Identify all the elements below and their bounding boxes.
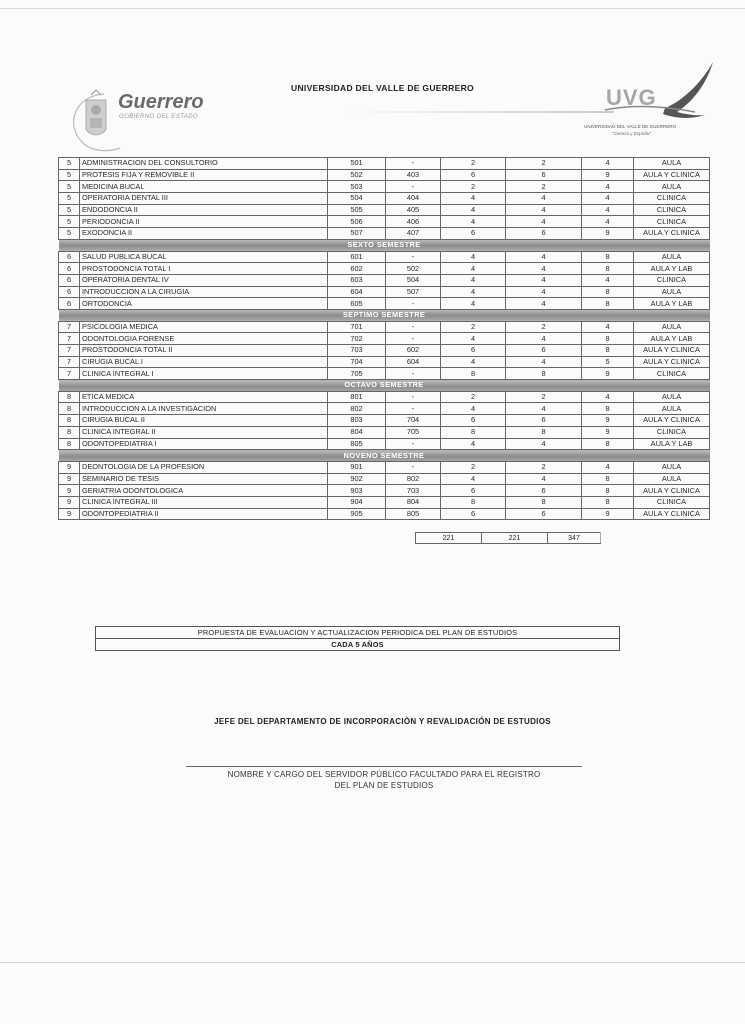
hours-independent-cell: 6 xyxy=(506,228,582,240)
subject-row xyxy=(59,485,710,497)
hours-teacher-cell: 4 xyxy=(441,286,506,298)
hours-teacher-cell: 4 xyxy=(441,216,506,228)
semester-cell: 7 xyxy=(59,333,80,345)
semester-cell: 5 xyxy=(59,216,80,228)
curriculum-table-body xyxy=(59,158,710,520)
subject-key-cell: 702 xyxy=(328,333,386,345)
subject-name-cell: CLINICA INTEGRAL I xyxy=(80,368,328,380)
prerequisite-cell: 507 xyxy=(386,286,441,298)
credits-cell: 8 xyxy=(582,403,634,415)
prerequisite-cell: - xyxy=(386,181,441,193)
hours-independent-cell: 2 xyxy=(506,181,582,193)
credits-cell: 8 xyxy=(582,298,634,310)
credits-cell: 4 xyxy=(582,193,634,205)
credits-cell: 4 xyxy=(582,274,634,286)
hours-teacher-cell: 4 xyxy=(441,356,506,368)
semester-cell: 7 xyxy=(59,345,80,357)
semester-cell: 7 xyxy=(59,321,80,333)
subject-name-cell: GERIATRIA ODONTOLOGICA xyxy=(80,485,328,497)
facility-cell: AULA Y CLINICA xyxy=(634,485,710,497)
semester-header-row xyxy=(59,239,710,251)
facility-cell: AULA Y CLINICA xyxy=(634,415,710,427)
hours-independent-cell: 8 xyxy=(506,426,582,438)
semester-header-row xyxy=(59,450,710,462)
hours-independent-cell: 6 xyxy=(506,345,582,357)
hours-teacher-cell: 2 xyxy=(441,461,506,473)
subject-key-cell: 602 xyxy=(328,263,386,275)
semester-cell: 5 xyxy=(59,228,80,240)
facility-cell: AULA Y LAB xyxy=(634,298,710,310)
prerequisite-cell: - xyxy=(386,333,441,345)
subject-name-cell: SALUD PUBLICA BUCAL xyxy=(80,251,328,263)
facility-cell: CLINICA xyxy=(634,368,710,380)
signature-caption xyxy=(186,769,582,791)
hours-independent-cell: 4 xyxy=(506,333,582,345)
subject-row xyxy=(59,216,710,228)
hours-independent-cell: 4 xyxy=(506,251,582,263)
semester-cell: 9 xyxy=(59,508,80,520)
credits-cell: 8 xyxy=(582,438,634,450)
facility-cell: AULA xyxy=(634,321,710,333)
facility-cell: AULA Y CLINICA xyxy=(634,169,710,181)
semester-cell: 6 xyxy=(59,263,80,275)
hours-independent-cell: 2 xyxy=(506,391,582,403)
hours-teacher-cell: 6 xyxy=(441,228,506,240)
hours-teacher-cell: 4 xyxy=(441,263,506,275)
subject-key-cell: 801 xyxy=(328,391,386,403)
subject-key-cell: 504 xyxy=(328,193,386,205)
hours-independent-cell: 6 xyxy=(506,415,582,427)
semester-cell: 6 xyxy=(59,251,80,263)
prerequisite-cell: 804 xyxy=(386,496,441,508)
hours-independent-cell: 4 xyxy=(506,216,582,228)
hours-teacher-cell: 6 xyxy=(441,415,506,427)
subject-key-cell: 604 xyxy=(328,286,386,298)
subject-name-cell: PROSTODONCIA TOTAL I xyxy=(80,263,328,275)
facility-cell: AULA Y CLINICA xyxy=(634,228,710,240)
hours-teacher-cell: 4 xyxy=(441,473,506,485)
facility-cell: AULA Y LAB xyxy=(634,333,710,345)
hours-teacher-cell: 2 xyxy=(441,391,506,403)
prerequisite-cell: - xyxy=(386,461,441,473)
subject-row xyxy=(59,286,710,298)
subject-key-cell: 507 xyxy=(328,228,386,240)
prerequisite-cell: 502 xyxy=(386,263,441,275)
credits-cell: 4 xyxy=(582,321,634,333)
subject-row xyxy=(59,368,710,380)
hours-independent-cell: 2 xyxy=(506,158,582,170)
subject-name-cell: CLINICA INTEGRAL II xyxy=(80,426,328,438)
totals-row xyxy=(415,532,601,544)
subject-name-cell: PROSTODONCIA TOTAL II xyxy=(80,345,328,357)
subject-row xyxy=(59,403,710,415)
semester-cell: 7 xyxy=(59,356,80,368)
prerequisite-cell: 805 xyxy=(386,508,441,520)
subject-key-cell: 903 xyxy=(328,485,386,497)
hours-teacher-cell: 4 xyxy=(441,251,506,263)
subject-row xyxy=(59,193,710,205)
signature-caption-line-2: DEL PLAN DE ESTUDIOS xyxy=(334,781,434,790)
proposal-period: CADA 5 AÑOS xyxy=(331,640,384,649)
hours-teacher-cell: 2 xyxy=(441,158,506,170)
hours-independent-cell: 4 xyxy=(506,263,582,275)
subject-row xyxy=(59,415,710,427)
semester-cell: 9 xyxy=(59,496,80,508)
prerequisite-cell: 703 xyxy=(386,485,441,497)
credits-cell: 8 xyxy=(582,263,634,275)
semester-cell: 5 xyxy=(59,169,80,181)
subject-row xyxy=(59,321,710,333)
facility-cell: AULA xyxy=(634,391,710,403)
semester-header: OCTAVO SEMESTRE xyxy=(59,380,710,392)
subject-key-cell: 905 xyxy=(328,508,386,520)
credits-cell: 4 xyxy=(582,391,634,403)
facility-cell: AULA Y LAB xyxy=(634,438,710,450)
prerequisite-cell: 604 xyxy=(386,356,441,368)
prerequisite-cell: - xyxy=(386,438,441,450)
prerequisite-cell: - xyxy=(386,158,441,170)
semester-header: NOVENO SEMESTRE xyxy=(59,450,710,462)
hours-teacher-cell: 8 xyxy=(441,426,506,438)
subject-name-cell: PROTESIS FIJA Y REMOVIBLE II xyxy=(80,169,328,181)
hours-independent-cell: 2 xyxy=(506,321,582,333)
hours-teacher-cell: 6 xyxy=(441,169,506,181)
subject-key-cell: 705 xyxy=(328,368,386,380)
total-hours-1: 221 xyxy=(416,533,482,544)
subject-name-cell: ORTODONCIA xyxy=(80,298,328,310)
subject-key-cell: 501 xyxy=(328,158,386,170)
subject-key-cell: 502 xyxy=(328,169,386,181)
semester-cell: 5 xyxy=(59,193,80,205)
hours-independent-cell: 6 xyxy=(506,169,582,181)
prerequisite-cell: - xyxy=(386,298,441,310)
facility-cell: CLINICA xyxy=(634,426,710,438)
credits-cell: 4 xyxy=(582,181,634,193)
subject-row xyxy=(59,426,710,438)
subject-name-cell: INTRODUCCION A LA CIRUGIA xyxy=(80,286,328,298)
subject-name-cell: INTRODUCCION A LA INVESTIGACION xyxy=(80,403,328,415)
subject-name-cell: EXODONCIA II xyxy=(80,228,328,240)
credits-cell: 5 xyxy=(582,356,634,368)
hours-independent-cell: 8 xyxy=(506,496,582,508)
subject-name-cell: CLINICA INTEGRAL III xyxy=(80,496,328,508)
facility-cell: CLINICA xyxy=(634,216,710,228)
subject-row xyxy=(59,345,710,357)
semester-cell: 8 xyxy=(59,438,80,450)
credits-cell: 4 xyxy=(582,216,634,228)
prerequisite-cell: - xyxy=(386,251,441,263)
department-head-title: JEFE DEL DEPARTAMENTO DE INCORPORACIÒN Y REVALIDACIÓN DE ESTUDIOS xyxy=(214,717,551,726)
facility-cell: CLINICA xyxy=(634,193,710,205)
prerequisite-cell: 407 xyxy=(386,228,441,240)
subject-name-cell: ENDODONCIA II xyxy=(80,204,328,216)
hours-independent-cell: 4 xyxy=(506,473,582,485)
hours-teacher-cell: 6 xyxy=(441,485,506,497)
hours-independent-cell: 4 xyxy=(506,438,582,450)
facility-cell: AULA Y CLINICA xyxy=(634,356,710,368)
subject-row xyxy=(59,508,710,520)
prerequisite-cell: 406 xyxy=(386,216,441,228)
subject-name-cell: DEONTOLOGIA DE LA PROFESION xyxy=(80,461,328,473)
subject-key-cell: 506 xyxy=(328,216,386,228)
semester-cell: 6 xyxy=(59,298,80,310)
credits-cell: 9 xyxy=(582,508,634,520)
subject-row xyxy=(59,169,710,181)
uvg-logo-motto: "Ciencia y Espíritu" xyxy=(612,131,652,136)
hours-teacher-cell: 4 xyxy=(441,403,506,415)
subject-key-cell: 802 xyxy=(328,403,386,415)
subject-row xyxy=(59,204,710,216)
credits-cell: 4 xyxy=(582,461,634,473)
subject-key-cell: 601 xyxy=(328,251,386,263)
uvg-logo-letters: UVG xyxy=(606,85,657,110)
facility-cell: CLINICA xyxy=(634,204,710,216)
hours-teacher-cell: 6 xyxy=(441,345,506,357)
subject-row xyxy=(59,181,710,193)
semester-header-row xyxy=(59,380,710,392)
semester-header-row xyxy=(59,309,710,321)
credits-cell: 8 xyxy=(582,473,634,485)
hours-independent-cell: 2 xyxy=(506,461,582,473)
total-hours-2: 221 xyxy=(482,533,548,544)
hours-independent-cell: 4 xyxy=(506,298,582,310)
evaluation-proposal-box xyxy=(95,626,620,651)
hours-independent-cell: 4 xyxy=(506,286,582,298)
hours-independent-cell: 8 xyxy=(506,368,582,380)
semester-cell: 5 xyxy=(59,204,80,216)
signature-line xyxy=(186,766,582,767)
facility-cell: AULA Y LAB xyxy=(634,263,710,275)
subject-name-cell: PERIODONCIA II xyxy=(80,216,328,228)
prerequisite-cell: 405 xyxy=(386,204,441,216)
subject-row xyxy=(59,473,710,485)
subject-name-cell: ODONTOPEDIATRIA I xyxy=(80,438,328,450)
semester-cell: 8 xyxy=(59,391,80,403)
subject-row xyxy=(59,251,710,263)
credits-cell: 8 xyxy=(582,286,634,298)
hours-teacher-cell: 2 xyxy=(441,321,506,333)
hours-teacher-cell: 4 xyxy=(441,193,506,205)
proposal-text: PROPUESTA DE EVALUACION Y ACTUALIZACION PERIODICA DEL PLAN DE ESTUDIOS xyxy=(96,627,619,639)
prerequisite-cell: - xyxy=(386,403,441,415)
semester-cell: 9 xyxy=(59,473,80,485)
hours-teacher-cell: 6 xyxy=(441,508,506,520)
prerequisite-cell: 602 xyxy=(386,345,441,357)
hours-teacher-cell: 8 xyxy=(441,496,506,508)
facility-cell: AULA Y CLINICA xyxy=(634,345,710,357)
prerequisite-cell: 403 xyxy=(386,169,441,181)
subject-name-cell: ETICA MEDICA xyxy=(80,391,328,403)
credits-cell: 9 xyxy=(582,368,634,380)
subject-row xyxy=(59,333,710,345)
prerequisite-cell: - xyxy=(386,368,441,380)
hours-independent-cell: 4 xyxy=(506,403,582,415)
total-credits: 347 xyxy=(548,533,601,544)
subject-key-cell: 804 xyxy=(328,426,386,438)
subject-row xyxy=(59,356,710,368)
prerequisite-cell: 705 xyxy=(386,426,441,438)
semester-header: SEXTO SEMESTRE xyxy=(59,239,710,251)
hours-independent-cell: 6 xyxy=(506,508,582,520)
subject-name-cell: MEDICINA BUCAL xyxy=(80,181,328,193)
semester-cell: 8 xyxy=(59,426,80,438)
subject-row xyxy=(59,298,710,310)
subject-key-cell: 704 xyxy=(328,356,386,368)
subject-name-cell: OPERATORIA DENTAL IV xyxy=(80,274,328,286)
facility-cell: AULA xyxy=(634,473,710,485)
semester-header: SEPTIMO SEMESTRE xyxy=(59,309,710,321)
hours-teacher-cell: 8 xyxy=(441,368,506,380)
semester-cell: 5 xyxy=(59,158,80,170)
credits-cell: 4 xyxy=(582,158,634,170)
subject-key-cell: 901 xyxy=(328,461,386,473)
guerrero-logo-subtitle: GOBIERNO DEL ESTADO xyxy=(119,114,199,120)
subject-name-cell: CIRUGIA BUCAL II xyxy=(80,415,328,427)
hours-independent-cell: 4 xyxy=(506,193,582,205)
semester-cell: 9 xyxy=(59,461,80,473)
subject-key-cell: 505 xyxy=(328,204,386,216)
prerequisite-cell: 802 xyxy=(386,473,441,485)
facility-cell: CLINICA xyxy=(634,496,710,508)
facility-cell: AULA xyxy=(634,403,710,415)
semester-cell: 6 xyxy=(59,286,80,298)
subject-key-cell: 902 xyxy=(328,473,386,485)
subject-row xyxy=(59,263,710,275)
prerequisite-cell: - xyxy=(386,391,441,403)
hours-teacher-cell: 4 xyxy=(441,274,506,286)
prerequisite-cell: 704 xyxy=(386,415,441,427)
subject-name-cell: ODONTOPEDIATRIA II xyxy=(80,508,328,520)
credits-cell: 8 xyxy=(582,345,634,357)
subject-row xyxy=(59,228,710,240)
signature-caption-line-1: NOMBRE Y CARGO DEL SERVIDOR PÚBLICO FACULTADO PARA EL REGISTRO xyxy=(227,770,541,779)
credits-cell: 9 xyxy=(582,415,634,427)
hours-teacher-cell: 4 xyxy=(441,333,506,345)
page-bottom-edge xyxy=(0,962,745,963)
facility-cell: AULA Y CLINICA xyxy=(634,508,710,520)
subject-key-cell: 603 xyxy=(328,274,386,286)
subject-row xyxy=(59,391,710,403)
hours-independent-cell: 6 xyxy=(506,485,582,497)
facility-cell: AULA xyxy=(634,286,710,298)
subject-row xyxy=(59,461,710,473)
hours-teacher-cell: 4 xyxy=(441,204,506,216)
subject-key-cell: 605 xyxy=(328,298,386,310)
subject-key-cell: 904 xyxy=(328,496,386,508)
facility-cell: AULA xyxy=(634,158,710,170)
semester-cell: 8 xyxy=(59,403,80,415)
subject-row xyxy=(59,158,710,170)
credits-cell: 4 xyxy=(582,204,634,216)
subject-key-cell: 701 xyxy=(328,321,386,333)
hours-independent-cell: 4 xyxy=(506,274,582,286)
credits-cell: 8 xyxy=(582,333,634,345)
credits-cell: 9 xyxy=(582,169,634,181)
hours-independent-cell: 4 xyxy=(506,356,582,368)
facility-cell: CLINICA xyxy=(634,274,710,286)
hours-teacher-cell: 2 xyxy=(441,181,506,193)
subject-name-cell: OPERATORIA DENTAL III xyxy=(80,193,328,205)
subject-name-cell: CIRUGIA BUCAL I xyxy=(80,356,328,368)
hours-independent-cell: 4 xyxy=(506,204,582,216)
facility-cell: AULA xyxy=(634,251,710,263)
subject-key-cell: 805 xyxy=(328,438,386,450)
guerrero-logo-text: Guerrero xyxy=(118,91,204,113)
subject-name-cell: ODONTOLOGIA FORENSE xyxy=(80,333,328,345)
semester-cell: 5 xyxy=(59,181,80,193)
semester-cell: 7 xyxy=(59,368,80,380)
facility-cell: AULA xyxy=(634,181,710,193)
subject-row xyxy=(59,438,710,450)
prerequisite-cell: 504 xyxy=(386,274,441,286)
prerequisite-cell: - xyxy=(386,321,441,333)
subject-name-cell: ADMINISTRACION DEL CONSULTORIO xyxy=(80,158,328,170)
subject-key-cell: 803 xyxy=(328,415,386,427)
credits-cell: 9 xyxy=(582,228,634,240)
credits-cell: 8 xyxy=(582,251,634,263)
hours-teacher-cell: 4 xyxy=(441,438,506,450)
credits-cell: 9 xyxy=(582,426,634,438)
subject-key-cell: 503 xyxy=(328,181,386,193)
credits-cell: 8 xyxy=(582,496,634,508)
subject-name-cell: SEMINARIO DE TESIS xyxy=(80,473,328,485)
university-title: UNIVERSIDAD DEL VALLE DE GUERRERO xyxy=(291,83,474,93)
subject-row xyxy=(59,274,710,286)
subject-row xyxy=(59,496,710,508)
curriculum-table xyxy=(58,157,710,520)
header-rule xyxy=(346,111,614,113)
semester-cell: 6 xyxy=(59,274,80,286)
semester-cell: 8 xyxy=(59,415,80,427)
hours-teacher-cell: 4 xyxy=(441,298,506,310)
prerequisite-cell: 404 xyxy=(386,193,441,205)
credits-cell: 8 xyxy=(582,485,634,497)
page-top-edge xyxy=(0,8,745,9)
subject-key-cell: 703 xyxy=(328,345,386,357)
uvg-logo-subtitle: UNIVERSIDAD DEL VALLE DE GUERRERO xyxy=(584,124,677,129)
subject-name-cell: PSICOLOGIA MEDICA xyxy=(80,321,328,333)
semester-cell: 9 xyxy=(59,485,80,497)
facility-cell: AULA xyxy=(634,461,710,473)
